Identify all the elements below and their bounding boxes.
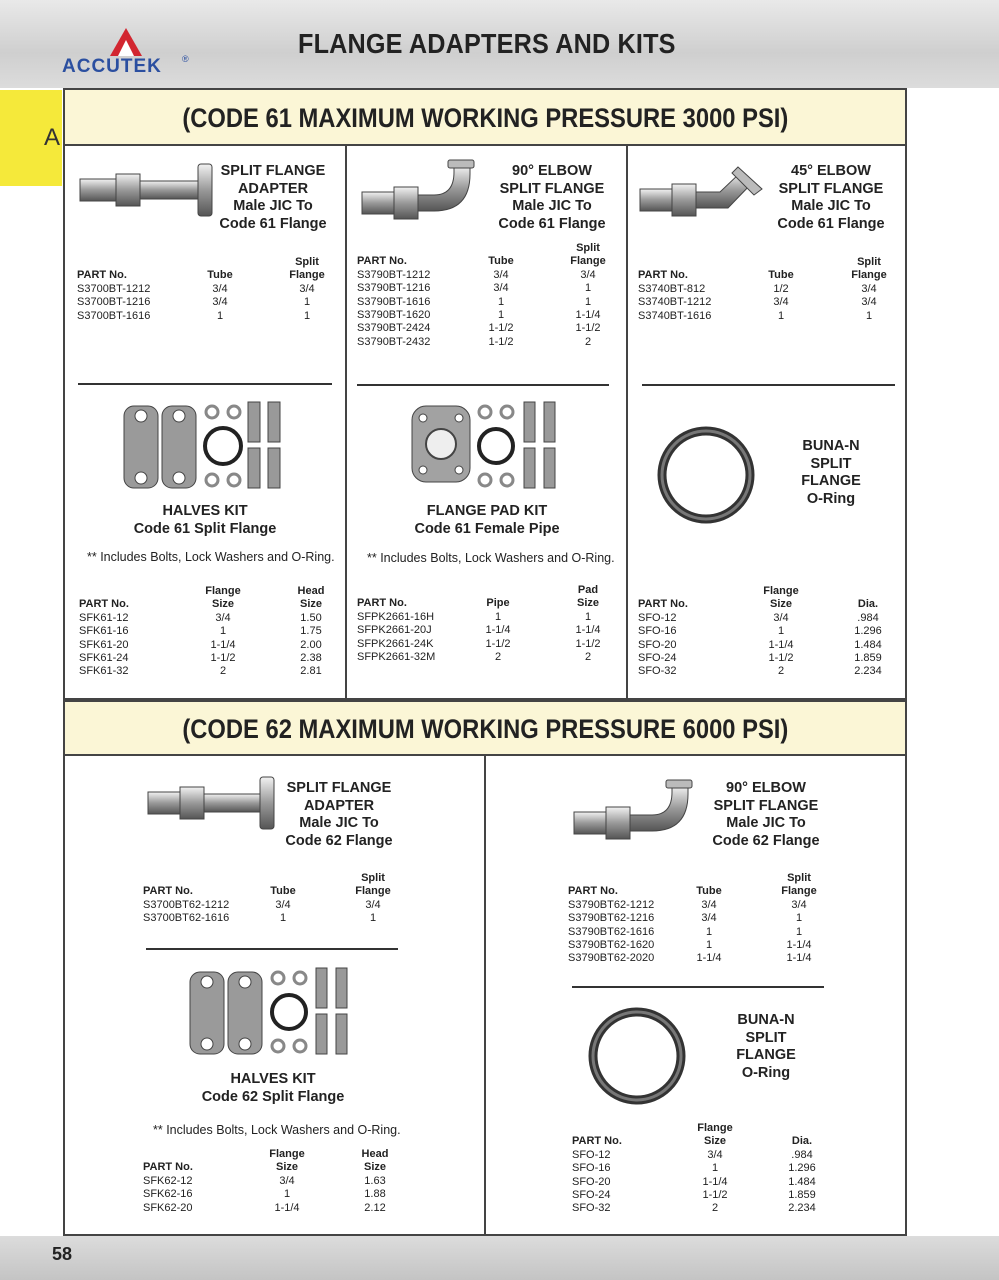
table-cell: 1 [303, 309, 311, 322]
part-number: SFO-24 [572, 1188, 611, 1201]
table-row [568, 939, 828, 952]
part-number: S3790BT62-1212 [568, 898, 655, 911]
part-number: S3790BT-1616 [357, 295, 431, 308]
table-cell: 1-1/4 [575, 624, 601, 637]
product-title-oring61: BUNA-N SPLIT FLANGE O-Ring [801, 438, 861, 507]
table-row [77, 296, 337, 309]
table-row [77, 283, 337, 296]
table-row [568, 952, 828, 965]
table-cell: 3/4 [701, 912, 717, 925]
table-cell: 1 [279, 912, 287, 925]
table-cell: 3/4 [707, 1148, 723, 1161]
table-row [79, 625, 339, 638]
part-number: SFO-32 [572, 1202, 611, 1215]
table-cell: 2 [777, 665, 785, 678]
table-cell: 1 [584, 295, 592, 308]
table-row [638, 625, 898, 638]
kit-title-halves61: HALVES KIT Code 61 Split Flange [133, 503, 277, 537]
table-cell: 1-1/2 [575, 637, 601, 650]
table-cell: 1 [303, 296, 311, 309]
code61-banner: (CODE 61 MAXIMUM WORKING PRESSURE 3000 PSI) [63, 88, 907, 146]
part-number: SFO-24 [638, 651, 677, 664]
part-number: S3790BT-2424 [357, 322, 431, 335]
product-title-elbow90-62: 90° ELBOW SPLIT FLANGE Male JIC To Code 62 Flange [712, 780, 820, 849]
part-number: SFK61-12 [79, 611, 129, 624]
table-row [572, 1149, 832, 1162]
part-number: S3790BT62-2020 [568, 952, 655, 965]
table-cell: 1 [777, 309, 785, 322]
table-cell: 1 [777, 625, 785, 638]
table-cell: 1-1/4 [786, 952, 812, 965]
table-row [357, 322, 617, 335]
part-number: SFK62-16 [143, 1188, 193, 1201]
table-cell: 1.484 [854, 638, 882, 651]
table-cell: 1 [283, 1188, 291, 1201]
part-number: S3700BT-1216 [77, 296, 151, 309]
part-number: SFO-12 [638, 611, 677, 624]
rule [642, 384, 895, 386]
part-number: SFPK2661-24K [357, 637, 434, 650]
part-number: SFPK2661-20J [357, 624, 432, 637]
table-cell: 1-1/2 [488, 322, 514, 335]
table-row [79, 665, 339, 678]
halves-kit-image [122, 400, 292, 492]
table-cell: 1-1/4 [702, 1175, 728, 1188]
kit-note: ** Includes Bolts, Lock Washers and O-Ring. [153, 1123, 401, 1137]
table-row [357, 611, 617, 624]
table-cell: 1.859 [788, 1188, 816, 1201]
product-title-adapter61: SPLIT FLANGE ADAPTER Male JIC To Code 61 Flange [219, 163, 327, 232]
table-cell: 2.00 [300, 638, 322, 651]
part-number: SFK62-12 [143, 1174, 193, 1187]
part-number: S3790BT62-1620 [568, 938, 655, 951]
adapter61-table: Split PART No. Tube Flange S3700BT-1212 3/4 3/4 S3700BT-1216 3/4 1 S3700BT-1616 1 1 [77, 256, 337, 323]
table-cell: 1 [497, 308, 505, 321]
table-cell: 3/4 [773, 611, 789, 624]
table-row [79, 652, 339, 665]
table-row [638, 612, 898, 625]
part-number: S3700BT62-1616 [143, 912, 230, 925]
pad61-table: Pad PART No. Pipe Size SFPK2661-16H 1 1 SFPK2661-20J 1-1/4 1-1/4 SFPK2661-24K 1-1/2 1-1/2 SFPK2661-32M 2 2 [357, 584, 617, 664]
table-cell: 2.234 [788, 1202, 816, 1215]
table-cell: 1.63 [364, 1174, 386, 1187]
table-cell: 1 [865, 309, 873, 322]
table-row [143, 912, 403, 925]
kit-title-pad61: FLANGE PAD KIT Code 61 Female Pipe [414, 503, 560, 537]
halves62-table: Flange Head PART No. Size Size SFK62-12 3/4 1.63 SFK62-16 1 1.88 SFK62-20 1-1/4 2.12 [143, 1148, 403, 1215]
table-cell: 1-1/4 [210, 638, 236, 651]
table-cell: 1-1/4 [575, 308, 601, 321]
accutek-logo [62, 26, 202, 82]
product-title-adapter62: SPLIT FLANGE ADAPTER Male JIC To Code 62 Flange [285, 780, 393, 849]
table-cell: 3/4 [212, 296, 228, 309]
rule [78, 383, 332, 385]
table-row [143, 1188, 403, 1201]
elbow-45-image [640, 165, 765, 225]
table-row [568, 926, 828, 939]
table-cell: 1-1/4 [696, 952, 722, 965]
table-cell: 1.859 [854, 651, 882, 664]
table-cell: 3/4 [299, 282, 315, 295]
table-cell: 1.484 [788, 1175, 816, 1188]
table-row [357, 651, 617, 664]
table-cell: 1-1/2 [488, 335, 514, 348]
part-number: SFK61-16 [79, 625, 129, 638]
page-number: 58 [52, 1244, 73, 1264]
table-cell: 3/4 [212, 282, 228, 295]
table-cell: 1 [795, 912, 803, 925]
table-cell: .984 [791, 1148, 813, 1161]
table-cell: 1-1/2 [210, 651, 236, 664]
table-row [568, 912, 828, 925]
table-cell: 1.296 [854, 625, 882, 638]
straight-adapter-image [148, 775, 278, 835]
table-cell: 2 [584, 335, 592, 348]
table-cell: 1-1/4 [485, 624, 511, 637]
table-cell: 2.38 [300, 651, 322, 664]
table-row [143, 1175, 403, 1188]
part-number: SFPK2661-16H [357, 610, 435, 623]
table-row [638, 296, 898, 309]
part-number: SFK61-20 [79, 638, 129, 651]
halves61-table: Flange Head PART No. Size Size SFK61-12 3/4 1.50 SFK61-16 1 1.75 SFK61-20 1-1/4 2.00 SFK61-24 1-1/2 2.38 SFK61-32 2 2.81 [79, 585, 339, 679]
table-cell: 1.75 [300, 625, 322, 638]
part-number: SFK61-24 [79, 651, 129, 664]
divider [626, 146, 628, 700]
part-number: S3700BT-1212 [77, 282, 151, 295]
product-title-oring62: BUNA-N SPLIT FLANGE O-Ring [736, 1012, 796, 1081]
elbow-90-image [574, 780, 694, 850]
table-row [79, 612, 339, 625]
part-number: SFO-20 [572, 1175, 611, 1188]
table-cell: 1-1/2 [485, 637, 511, 650]
halves-kit-image [188, 966, 358, 1058]
table-cell: 1-1/2 [702, 1188, 728, 1201]
table-cell: 1 [219, 625, 227, 638]
straight-adapter-image [80, 162, 220, 222]
table-cell: 1 [494, 610, 502, 623]
table-cell: 1-1/4 [786, 938, 812, 951]
kit-note: ** Includes Bolts, Lock Washers and O-Ring. [367, 551, 615, 565]
code62-banner: (CODE 62 MAXIMUM WORKING PRESSURE 6000 PSI) [63, 700, 907, 756]
part-number: S3790BT-2432 [357, 335, 431, 348]
product-title-elbow90-61: 90° ELBOW SPLIT FLANGE Male JIC To Code 61 Flange [498, 163, 606, 232]
table-cell: 1-1/4 [274, 1201, 300, 1214]
table-cell: 1 [584, 610, 592, 623]
registered-mark: ® [182, 54, 189, 64]
rule [146, 948, 398, 950]
table-cell: 1 [497, 295, 505, 308]
part-number: SFO-12 [572, 1148, 611, 1161]
table-row [357, 336, 617, 349]
oring61-table: Flange PART No. Size Dia. SFO-12 3/4 .984 SFO-16 1 1.296 SFO-20 1-1/4 1.484 SFO-24 1-1/2 1.859 SFO-32 2 2.234 [638, 585, 898, 679]
table-row [143, 1202, 403, 1215]
table-row [79, 639, 339, 652]
part-number: S3790BT-1216 [357, 282, 431, 295]
table-cell: 3/4 [773, 296, 789, 309]
rule [572, 986, 824, 988]
table-row [572, 1162, 832, 1175]
table-cell: 1.88 [364, 1188, 386, 1201]
table-row [357, 282, 617, 295]
pad-kit-image [410, 400, 570, 492]
table-cell: 3/4 [791, 898, 807, 911]
part-number: S3740BT-812 [638, 282, 706, 295]
table-cell: 3/4 [365, 898, 381, 911]
table-cell: 1 [705, 938, 713, 951]
elbow90-61-table: Split PART No. Tube Flange S3790BT-1212 3/4 3/4 S3790BT-1216 3/4 1 S3790BT-1616 1 1 S3790BT-1620 1 1-1/4 S3790BT-2424 1-1/2 1-1/2 S3790BT-2432 1-1/2 2 [357, 242, 617, 349]
table-cell: 2 [584, 650, 592, 663]
table-row [638, 652, 898, 665]
product-title-elbow45-61: 45° ELBOW SPLIT FLANGE Male JIC To Code 61 Flange [777, 163, 885, 232]
table-row [572, 1189, 832, 1202]
table-row [638, 639, 898, 652]
part-number: S3740BT-1616 [638, 309, 712, 322]
table-row [357, 638, 617, 651]
part-number: SFPK2661-32M [357, 650, 436, 663]
table-row [568, 899, 828, 912]
table-row [638, 665, 898, 678]
table-cell: 2.234 [854, 665, 882, 678]
table-row [357, 269, 617, 282]
divider [484, 756, 486, 1236]
part-number: SFO-20 [638, 638, 677, 651]
flange-half-icon [162, 406, 196, 488]
part-number: SFK61-32 [79, 665, 129, 678]
table-row [572, 1176, 832, 1189]
o-ring-image [587, 1006, 687, 1106]
rule [357, 384, 609, 386]
part-number: SFK62-20 [143, 1201, 193, 1214]
page-footer [0, 1236, 999, 1280]
kit-title-halves62: HALVES KIT Code 62 Split Flange [201, 1071, 345, 1105]
table-row [357, 309, 617, 322]
table-cell: 3/4 [493, 282, 509, 295]
table-cell: 1-1/2 [575, 322, 601, 335]
table-cell: 3/4 [580, 268, 596, 281]
oring62-table: Flange PART No. Size Dia. SFO-12 3/4 .984 SFO-16 1 1.296 SFO-20 1-1/4 1.484 SFO-24 1-1/2 1.859 SFO-32 2 2.234 [572, 1122, 832, 1216]
table-cell: 2 [219, 665, 227, 678]
table-cell: 1 [711, 1162, 719, 1175]
elbow90-62-table: Split PART No. Tube Flange S3790BT62-1212 3/4 3/4 S3790BT62-1216 3/4 1 S3790BT62-1616 1 1 S3790BT62-1620 1 1-1/4 S3790BT62-2020 1-1/4 1-1/4 [568, 872, 828, 966]
table-row [638, 283, 898, 296]
table-row [357, 296, 617, 309]
part-number: S3790BT62-1216 [568, 912, 655, 925]
table-cell: 3/4 [275, 898, 291, 911]
kit-note: ** Includes Bolts, Lock Washers and O-Ring. [87, 550, 335, 564]
table-cell: 3/4 [215, 611, 231, 624]
part-number: S3740BT-1212 [638, 296, 712, 309]
table-row [77, 310, 337, 323]
table-cell: 3/4 [861, 296, 877, 309]
adapter62-table: Split PART No. Tube Flange S3700BT62-1212 3/4 3/4 S3700BT62-1616 1 1 [143, 872, 403, 926]
elbow45-61-table: Split PART No. Tube Flange S3740BT-812 1/2 3/4 S3740BT-1212 3/4 3/4 S3740BT-1616 1 1 [638, 256, 898, 323]
table-cell: 2 [711, 1202, 719, 1215]
table-cell: 3/4 [701, 898, 717, 911]
table-cell: 2.81 [300, 665, 322, 678]
page-title: FLANGE ADAPTERS AND KITS [298, 28, 676, 59]
logo-mark-icon [106, 26, 146, 58]
divider [345, 146, 347, 700]
elbow-90-image [362, 160, 472, 230]
table-cell: 1/2 [773, 282, 789, 295]
table-cell: 1-1/2 [768, 651, 794, 664]
section-tab [0, 90, 62, 186]
table-row [357, 624, 617, 637]
table-cell: 2.12 [364, 1201, 386, 1214]
part-number: S3700BT-1616 [77, 309, 151, 322]
section-letter: A [44, 124, 61, 151]
table-cell: 3/4 [861, 282, 877, 295]
flange-half-icon [124, 406, 158, 488]
part-number: S3700BT62-1212 [143, 898, 230, 911]
o-ring-image [656, 425, 756, 525]
table-cell: 1 [795, 925, 803, 938]
table-row [572, 1202, 832, 1215]
table-cell: 1 [369, 912, 377, 925]
part-number: S3790BT-1212 [357, 268, 431, 281]
table-cell: 1.296 [788, 1162, 816, 1175]
table-row [638, 310, 898, 323]
part-number: SFO-32 [638, 665, 677, 678]
table-cell: 1.50 [300, 611, 322, 624]
brand-name: ACCUTEK [62, 56, 162, 77]
table-row [143, 899, 403, 912]
table-cell: 1 [705, 925, 713, 938]
part-number: S3790BT62-1616 [568, 925, 655, 938]
table-cell: 1-1/4 [768, 638, 794, 651]
table-cell: 1 [216, 309, 224, 322]
part-number: S3790BT-1620 [357, 308, 431, 321]
table-cell: 2 [494, 650, 502, 663]
table-cell: 3/4 [493, 268, 509, 281]
part-number: SFO-16 [572, 1162, 611, 1175]
table-cell: 1 [584, 282, 592, 295]
part-number: SFO-16 [638, 625, 677, 638]
table-cell: 3/4 [279, 1174, 295, 1187]
table-cell: .984 [857, 611, 879, 624]
